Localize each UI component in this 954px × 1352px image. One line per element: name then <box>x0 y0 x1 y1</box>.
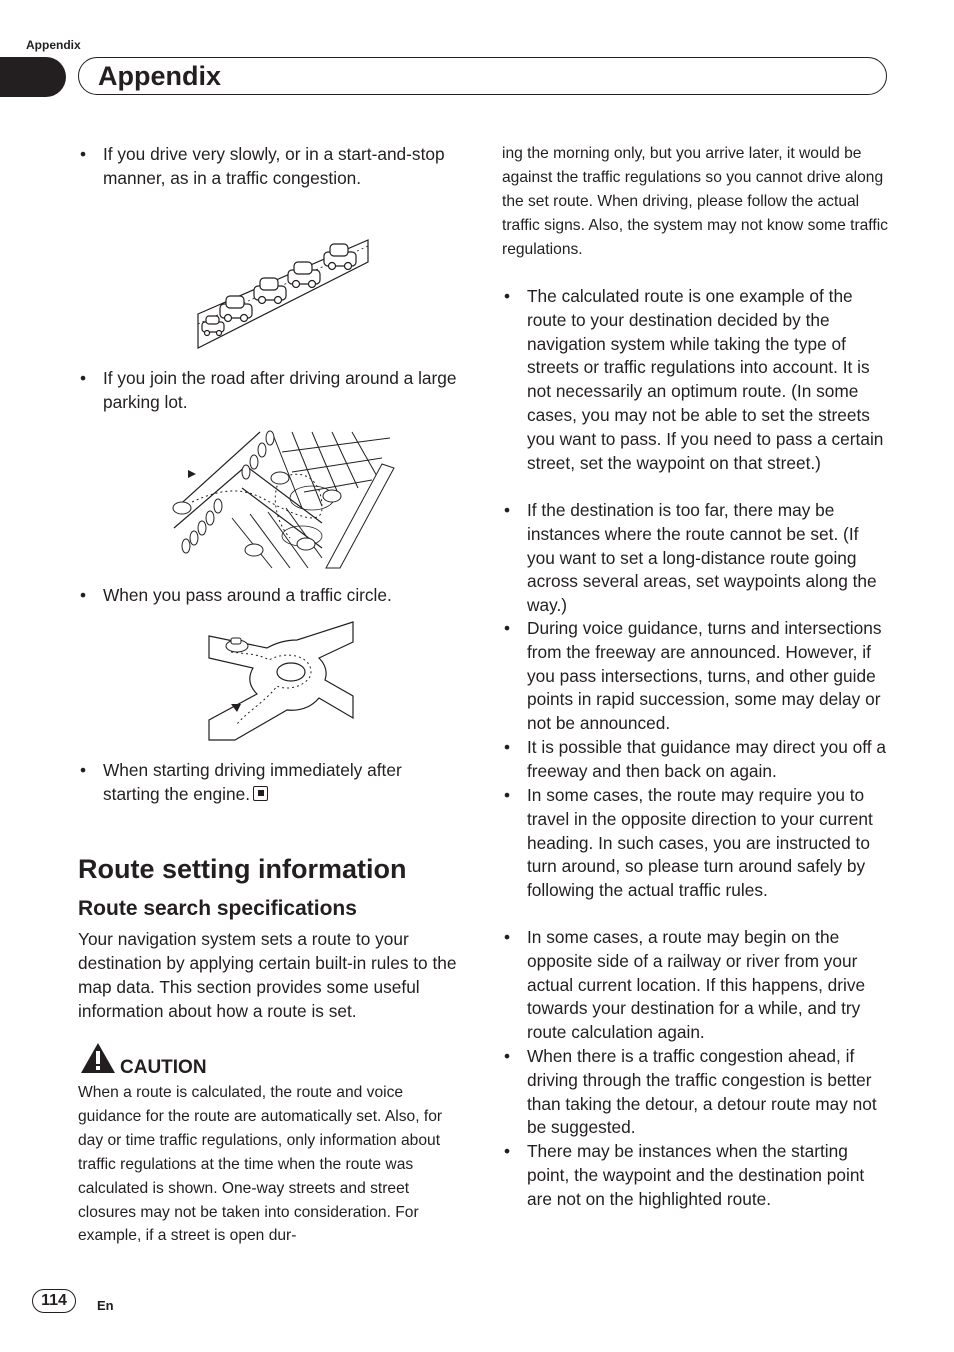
bullet-parking-lot: • If you join the road after driving around a large parking lot. <box>78 367 463 415</box>
caution-text-continued: ing the morning only, but you arrive later, it would be against the traffic regulations so you cannot drive along the set route. When driving, please follow the actual traffic signs. Also, the system may not know some traffic regulations. <box>502 145 888 258</box>
caution-warning-icon <box>80 1042 116 1074</box>
section-tab-title: Appendix <box>98 61 222 91</box>
language-label: En <box>97 1298 114 1313</box>
list-item: • In some cases, a route may begin on the opposite side of a railway or river from your actual current location. If this happens, drive towards your destination for a while, and try route calculation again. <box>502 926 888 1045</box>
page-number: 114 <box>32 1289 76 1313</box>
parking-lot-illustration <box>172 428 396 570</box>
end-of-section-icon <box>253 786 268 801</box>
list-item: • The calculated route is one example of the route to your destination decided by the navigation system while taking the type of streets or traffic regulations into account. It is not necessarily an optimum route. (In some cases, you may not be able to set the streets you want to pass. If you need to pass a certain street, set the waypoint on that street.) <box>502 285 888 475</box>
bullet-starting-engine-text: When starting driving immediately after starting the engine. <box>103 760 402 804</box>
intro-paragraph: Your navigation system sets a route to your destination by applying certain built-in rules to the map data. This section provides some useful information about how a route is set. <box>78 929 457 1021</box>
traffic-congestion-illustration <box>196 236 372 352</box>
running-header: Appendix <box>26 38 81 52</box>
section-tab-marker <box>0 57 66 97</box>
section-title: Route setting information <box>78 854 407 884</box>
list-item: • If the destination is too far, there may be instances where the route cannot be set. (If you want to set a long-distance route going across several areas, set waypoints along the way.) <box>502 499 888 618</box>
list-item: • During voice guidance, turns and intersections from the freeway are announced. However, if you pass intersections, turns, and other guide points in rapid succession, some may delay or not be announced. <box>502 617 888 736</box>
list-item: • When there is a traffic congestion ahead, if driving through the traffic congestion is better than taking the detour, a detour route may not be suggested. <box>502 1045 888 1140</box>
traffic-circle-illustration <box>207 620 355 742</box>
bullet-traffic-circle: • When you pass around a traffic circle. <box>78 584 463 608</box>
caution-label: CAUTION <box>120 1057 207 1078</box>
bullet-starting-engine <box>78 759 463 807</box>
list-item: • It is possible that guidance may direct you off a freeway and then back on again. <box>502 736 888 784</box>
list-item: • There may be instances when the starting point, the waypoint and the destination point are not on the highlighted route. <box>502 1140 888 1211</box>
bullet-slow-driving: • If you drive very slowly, or in a start-and-stop manner, as in a traffic congestion. <box>78 143 463 191</box>
subsection-title: Route search specifications <box>78 897 357 920</box>
caution-text: When a route is calculated, the route and voice guidance for the route are automatically set. Also, for day or time traffic regulations, only information about traffic regulations at the time when the route was calculated is shown. One-way streets and street closures may not be taken into consideration. For example, if a street is open dur- <box>78 1084 443 1245</box>
list-item: • In some cases, the route may require you to travel in the opposite direction to your current heading. In such cases, you are instructed to turn around, so please turn around safely by following the actual traffic rules. <box>502 784 888 903</box>
